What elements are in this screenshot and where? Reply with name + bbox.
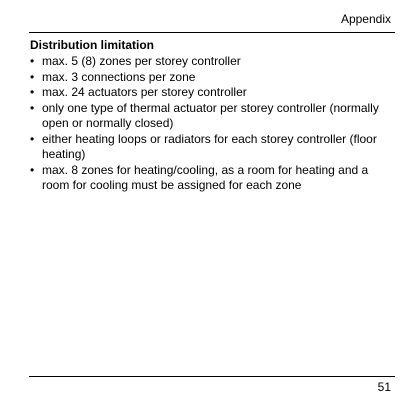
list-item xyxy=(30,85,398,101)
bullet-list xyxy=(30,54,398,194)
bullet-icon: • xyxy=(30,131,35,146)
list-item xyxy=(30,70,398,86)
list-item xyxy=(30,163,398,194)
list-item-text: max. 8 zones for heating/cooling, as a room for heating and a room for cooling must be assigned for each zone xyxy=(42,162,369,192)
list-item-text: max. 24 actuators per storey controller xyxy=(42,85,247,99)
bullet-icon: • xyxy=(30,162,35,177)
footer-divider xyxy=(29,376,395,377)
list-item xyxy=(30,132,398,163)
list-item-text: max. 5 (8) zones per storey controller xyxy=(42,54,241,68)
bullet-icon: • xyxy=(30,85,35,99)
bullet-icon: • xyxy=(30,54,35,68)
list-item xyxy=(30,101,398,132)
header-divider xyxy=(29,32,395,33)
running-header: Appendix xyxy=(340,12,391,26)
list-item-text: only one type of thermal actuator per storey controller (normally open or normally closed) xyxy=(42,100,379,130)
bullet-icon: • xyxy=(30,69,35,84)
list-item-text: either heating loops or radiators for each storey controller (floor heating) xyxy=(42,131,377,161)
section-heading: Distribution limitation xyxy=(30,38,154,52)
page-number: 51 xyxy=(377,380,391,394)
list-item xyxy=(30,54,398,70)
list-item-text: max. 3 connections per zone xyxy=(42,69,196,84)
bullet-icon: • xyxy=(30,100,35,115)
